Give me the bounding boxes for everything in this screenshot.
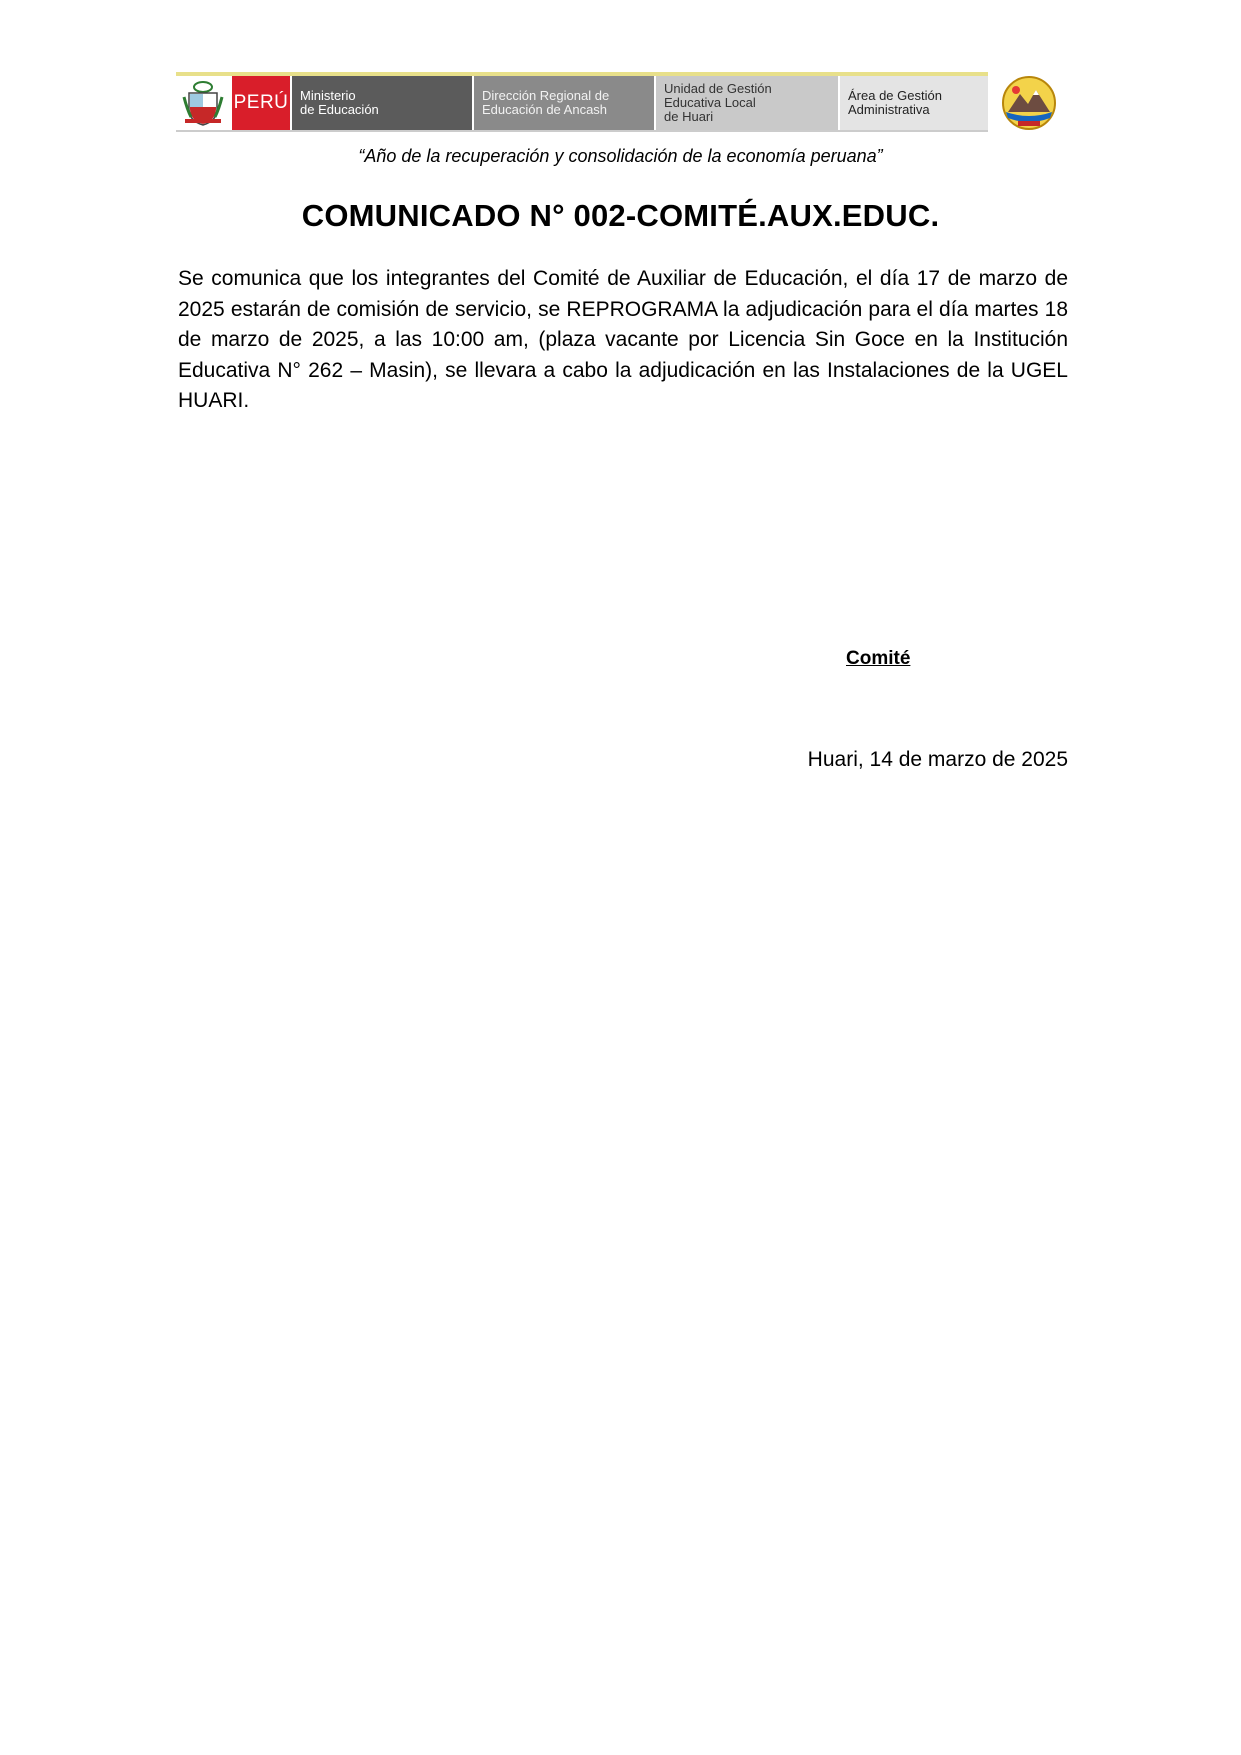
peru-brand-label: PERÚ xyxy=(232,76,290,130)
banner-bottom-rule xyxy=(176,130,988,132)
ugel-segment xyxy=(656,76,838,130)
ugel-huari-logo-icon xyxy=(998,74,1060,132)
announcement-body: Se comunica que los integrantes del Comité de Auxiliar de Educación, el día 17 de marzo de 2025 estarán de comisión de servicio, se REPROGRAMA la adjudicación para el día martes 18 de marzo de 2025, a las 10:00 am, (plaza vacante por Licencia Sin Goce en la Institución Educativa N° 262 – Masin), se llevara a cabo la adjudicación en las Instalaciones de la UGEL HUARI. xyxy=(178,267,1068,412)
regional-line-1: Dirección Regional de xyxy=(482,88,610,103)
ugel-line-1: Unidad de Gestión xyxy=(664,81,772,96)
ministry-line-2: de Educación xyxy=(300,102,379,117)
area-line-1: Área de Gestión xyxy=(848,88,942,103)
institutional-header-banner xyxy=(176,72,1064,134)
ministry-segment xyxy=(292,76,472,130)
regional-line-2: Educación de Ancash xyxy=(482,102,608,117)
document-title: COMUNICADO N° 002-COMITÉ.AUX.EDUC. xyxy=(301,198,940,233)
year-motto: “Año de la recuperación y consolidación de la economía peruana” xyxy=(358,146,883,166)
ugel-line-3: de Huari xyxy=(664,109,714,124)
signature-committee: Comité xyxy=(846,648,911,669)
ugel-line-2: Educativa Local xyxy=(664,95,756,110)
area-line-2: Administrativa xyxy=(848,102,930,117)
place-and-date: Huari, 14 de marzo de 2025 xyxy=(807,748,1068,771)
regional-direction-segment xyxy=(474,76,654,130)
admin-area-segment xyxy=(840,76,988,130)
peru-coat-of-arms-icon xyxy=(176,76,230,130)
ministry-line-1: Ministerio xyxy=(300,88,356,103)
